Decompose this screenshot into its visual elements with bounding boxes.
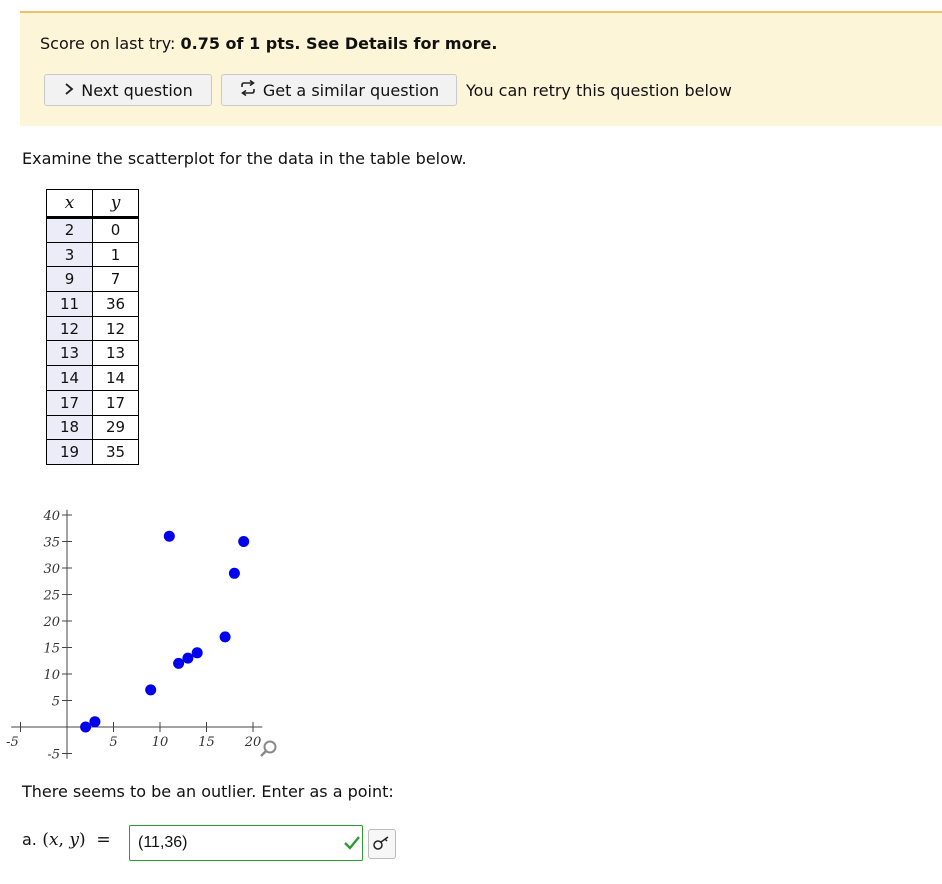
answer-var-x: x — [48, 830, 59, 850]
y-tick-label: 40 — [43, 509, 60, 524]
y-tick-label: 5 — [51, 694, 60, 710]
score-value: 0.75 of 1 pts. — [180, 34, 301, 53]
data-point — [145, 684, 156, 695]
table-cell-x: 11 — [47, 292, 93, 317]
table-cell-x: 17 — [47, 390, 93, 415]
checkmark-icon — [344, 835, 360, 854]
table-cell-x: 12 — [47, 316, 93, 341]
table-cell-x: 18 — [47, 415, 93, 440]
outlier-prompt: There seems to be an outlier. Enter as a point: — [22, 782, 394, 801]
data-point — [238, 536, 249, 547]
table-cell-y: 12 — [93, 316, 139, 341]
table-header-x: x — [47, 190, 93, 218]
score-suffix: See Details for more. — [300, 34, 498, 53]
x-tick-label: 20 — [244, 735, 262, 750]
table-cell-y: 17 — [93, 390, 139, 415]
key-icon — [373, 835, 391, 854]
table-cell-x: 14 — [47, 366, 93, 391]
table-cell-y: 13 — [93, 341, 139, 366]
table-cell-x: 19 — [47, 440, 93, 465]
y-tick-label: 15 — [43, 641, 60, 657]
table-cell-y: 36 — [93, 292, 139, 317]
data-point — [229, 568, 240, 579]
score-prefix: Score on last try: — [40, 34, 181, 53]
answer-input[interactable] — [129, 825, 363, 861]
y-tick-label: 35 — [43, 535, 60, 551]
question-prompt: Examine the scatterplot for the data in the table below. — [22, 149, 467, 168]
next-question-label: Next question — [81, 80, 193, 100]
table-cell-y: 1 — [93, 242, 139, 267]
table-cell-y: 7 — [93, 267, 139, 292]
answer-var-y: y — [69, 830, 79, 850]
table-cell-x: 13 — [47, 341, 93, 366]
table-cell-x: 9 — [47, 267, 93, 292]
answer-part-letter: a. — [22, 830, 37, 849]
data-point — [164, 531, 175, 542]
y-tick-label: -5 — [47, 747, 60, 763]
y-tick-label: 25 — [43, 588, 60, 604]
magnifier-icon[interactable] — [261, 742, 276, 757]
y-tick-label: 10 — [43, 668, 60, 683]
data-point — [173, 658, 184, 669]
table-cell-y: 29 — [93, 415, 139, 440]
data-point — [220, 631, 231, 642]
data-point — [182, 653, 193, 664]
y-tick-label: 30 — [43, 562, 60, 577]
table-cell-y: 0 — [93, 218, 139, 243]
answer-label: a. (x, y) = — [22, 830, 111, 850]
table-header-y: y — [93, 190, 139, 218]
table-cell-x: 3 — [47, 242, 93, 267]
answer-key-button[interactable] — [368, 829, 396, 859]
table-cell-y: 14 — [93, 366, 139, 391]
table-cell-y: 35 — [93, 440, 139, 465]
retry-message: You can retry this question below — [466, 81, 732, 100]
x-tick-label: 10 — [151, 735, 169, 750]
data-point — [89, 716, 100, 727]
x-tick-label: 5 — [109, 735, 118, 750]
data-point — [80, 722, 91, 733]
data-point — [192, 647, 203, 658]
x-tick-label: 15 — [198, 735, 215, 750]
table-cell-x: 2 — [47, 218, 93, 243]
y-tick-label: 20 — [43, 615, 60, 630]
x-tick-label: -5 — [6, 735, 19, 750]
similar-question-label: Get a similar question — [262, 80, 440, 100]
